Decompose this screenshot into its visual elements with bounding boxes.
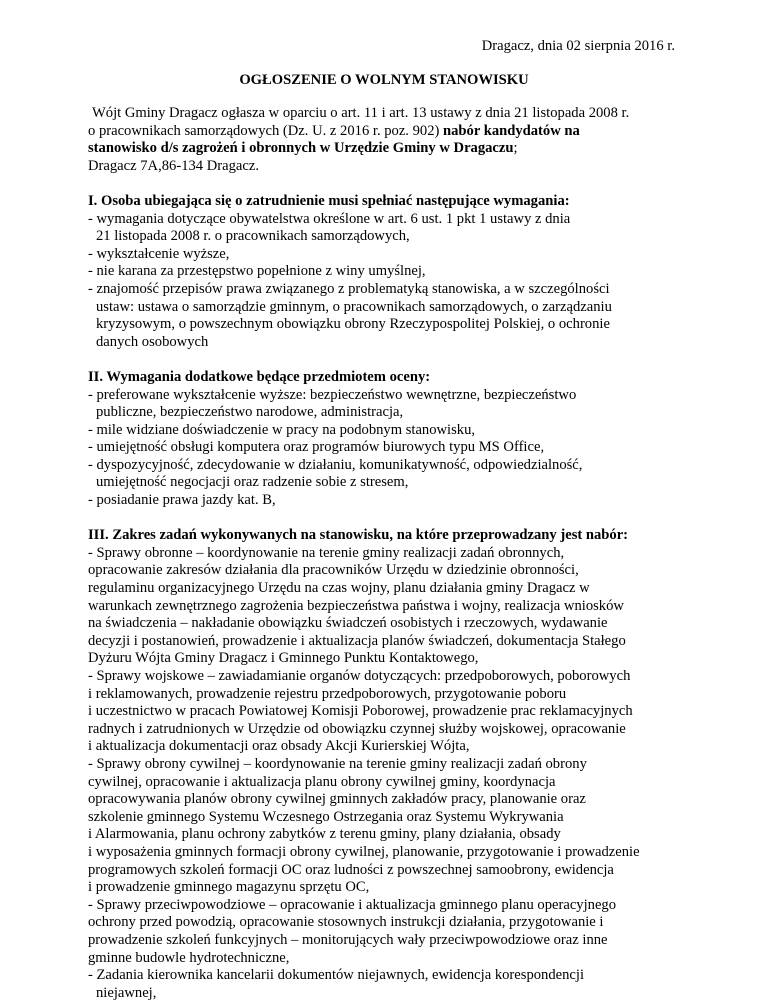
date-line: Dragacz, dnia 02 sierpnia 2016 r. [481, 38, 675, 54]
section-lines [88, 211, 688, 352]
list-line: programowych szkoleń formacji OC oraz ludności z powszechnej samoobrony, ewidencja [88, 861, 614, 878]
page-title: OGŁOSZENIE O WOLNYM STANOWISKU [239, 72, 529, 88]
section-heading: II. Wymagania dodatkowe będące przedmiotem oceny: [88, 368, 431, 385]
list-line: - umiejętność obsługi komputera oraz programów biurowych typu MS Office, [88, 439, 545, 456]
list-line: szkolenie gminnego Systemu Wczesnego Ostrzegania oraz Systemu Wykrywania [88, 808, 564, 825]
list-line: cywilnej, opracowanie i aktualizacja planu obrony cywilnej gminy, koordynacja [88, 773, 556, 790]
document-body [88, 105, 688, 1002]
section-requirements [88, 193, 688, 351]
list-line: Dyżuru Wójta Gminy Dragacz i Gminnego Punktu Kontaktowego, [88, 650, 479, 667]
list-line: - Sprawy obronne – koordynowanie na terenie gminy realizacji zadań obronnych, [88, 544, 565, 561]
list-line: opracowywania planów obrony cywilnej gminnych zakładów pracy, planowanie oraz [88, 791, 586, 808]
list-line: - wymagania dotyczące obywatelstwa określone w art. 6 ust. 1 pkt 1 ustawy z dnia [88, 210, 571, 227]
list-line: na świadczenia – nakładanie obowiązku świadczeń osobistych i rzeczowych, wydawanie [88, 615, 608, 632]
list-line: - wykształcenie wyższe, [88, 245, 230, 262]
list-line: - posiadanie prawa jazdy kat. B, [88, 492, 276, 509]
list-line: ochrony przed powodzią, opracowanie stosownych instrukcji działania, przygotowanie i [88, 914, 604, 931]
section-heading: I. Osoba ubiegająca się o zatrudnienie musi spełniać następujące wymagania: [88, 192, 570, 209]
list-line: umiejętność negocjacji oraz radzenie sobie z stresem, [96, 474, 409, 491]
list-line: - Sprawy obrony cywilnej – koordynowanie na terenie gminy realizacji zadań obrony [88, 755, 587, 772]
list-line: - dyspozycyjność, zdecydowanie w działaniu, komunikatywność, odpowiedzialność, [88, 456, 583, 473]
list-line: publiczne, bezpieczeństwo narodowe, administracja, [96, 404, 404, 421]
list-line: kryzysowym, o powszechnym obowiązku obrony Rzeczypospolitej Polskiej, o ochronie [96, 316, 610, 333]
list-line: - preferowane wykształcenie wyższe: bezpieczeństwo wewnętrzne, bezpieczeństwo [88, 386, 577, 403]
list-line: i reklamowanych, prowadzenie rejestru przedpoborowych, przygotowanie poboru [88, 685, 567, 702]
intro-address: Dragacz 7A,86-134 Dragacz. [88, 157, 259, 174]
list-line: i uczestnictwo w pracach Powiatowej Komisji Poborowej, prowadzenie prac reklamacyjnych [88, 703, 633, 720]
intro-line [88, 140, 688, 158]
list-line: i wyposażenia gminnych formacji obrony cywilnej, planowanie, przygotowanie i prowadzenie [88, 843, 640, 860]
intro-line: Wójt Gminy Dragacz ogłasza w oparciu o art. 11 i art. 13 ustawy z dnia 21 listopada 2008 r. [92, 105, 630, 121]
list-line: prowadzenie szkoleń funkcyjnych – monitorujących wały przeciwpowodziowe oraz inne [88, 931, 608, 948]
section-duties [88, 527, 688, 1002]
list-line: - Zadania kierownika kancelarii dokumentów niejawnych, ewidencja korespondencji [88, 967, 585, 984]
intro-line [88, 123, 688, 141]
list-line: - Sprawy przeciwpowodziowe – opracowanie i aktualizacja gminnego planu operacyjnego [88, 896, 617, 913]
list-line: - Sprawy wojskowe – zawiadamianie organów dotyczących: przedpoborowych, poborowych [88, 668, 631, 684]
intro-bold-text: stanowisko d/s zagrożeń i obronnych w Urzędzie Gminy w Dragaczu [88, 140, 514, 157]
list-line: - nie karana za przestępstwo popełnione z winy umyślnej, [88, 263, 426, 280]
list-line: - znajomość przepisów prawa związanego z problematyką stanowiska, a w szczególności [88, 280, 610, 297]
list-line: opracowanie zakresów działania dla pracowników Urzędu w dziedzinie obronności, [88, 562, 579, 579]
list-line: radnych i zatrudnionych w Urzędzie od obowiązku czynnej służby wojskowej, opracowanie [88, 720, 626, 737]
intro-text: o pracownikach samorządowych (Dz. U. z 2016 r. poz. 902) [88, 122, 444, 139]
list-line: - mile widziane doświadczenie w pracy na podobnym stanowisku, [88, 421, 476, 438]
list-line: niejawnej, [96, 984, 157, 1001]
list-line: i prowadzenie gminnego magazynu sprzętu OC, [88, 879, 370, 896]
intro-paragraph [88, 105, 688, 175]
list-line: i Alarmowania, planu ochrony zabytków z terenu gminy, plany działania, obsady [88, 826, 561, 843]
list-line: i aktualizacja dokumentacji oraz obsady Akcji Kurierskiej Wójta, [88, 738, 470, 755]
list-line: regulaminu organizacyjnego Urzędu na czas wojny, planu działania gminy Dragacz w [88, 580, 590, 597]
list-line: 21 listopada 2008 r. o pracownikach samorządowych, [96, 228, 410, 245]
intro-text: ; [513, 140, 518, 157]
section-lines [88, 387, 688, 510]
list-line: danych osobowych [96, 333, 209, 350]
intro-bold-text: nabór kandydatów na [443, 122, 580, 139]
list-line: ustaw: ustawa o samorządzie gminnym, o pracownikach samorządowych, o zarządzaniu [96, 298, 612, 315]
list-line: decyzji i postanowień, prowadzenie i aktualizacja planów świadczeń, dokumentacja Stałego [88, 632, 626, 649]
list-line: gminne budowle hydrotechniczne, [88, 949, 290, 966]
section-heading: III. Zakres zadań wykonywanych na stanowisku, na które przeprowadzany jest nabór: [88, 527, 629, 544]
section-additional-requirements [88, 369, 688, 510]
list-line: warunkach zewnętrznego zagrożenia bezpieczeństwa państwa i wojny, realizacja wniosków [88, 597, 624, 614]
section-lines [88, 545, 688, 1002]
